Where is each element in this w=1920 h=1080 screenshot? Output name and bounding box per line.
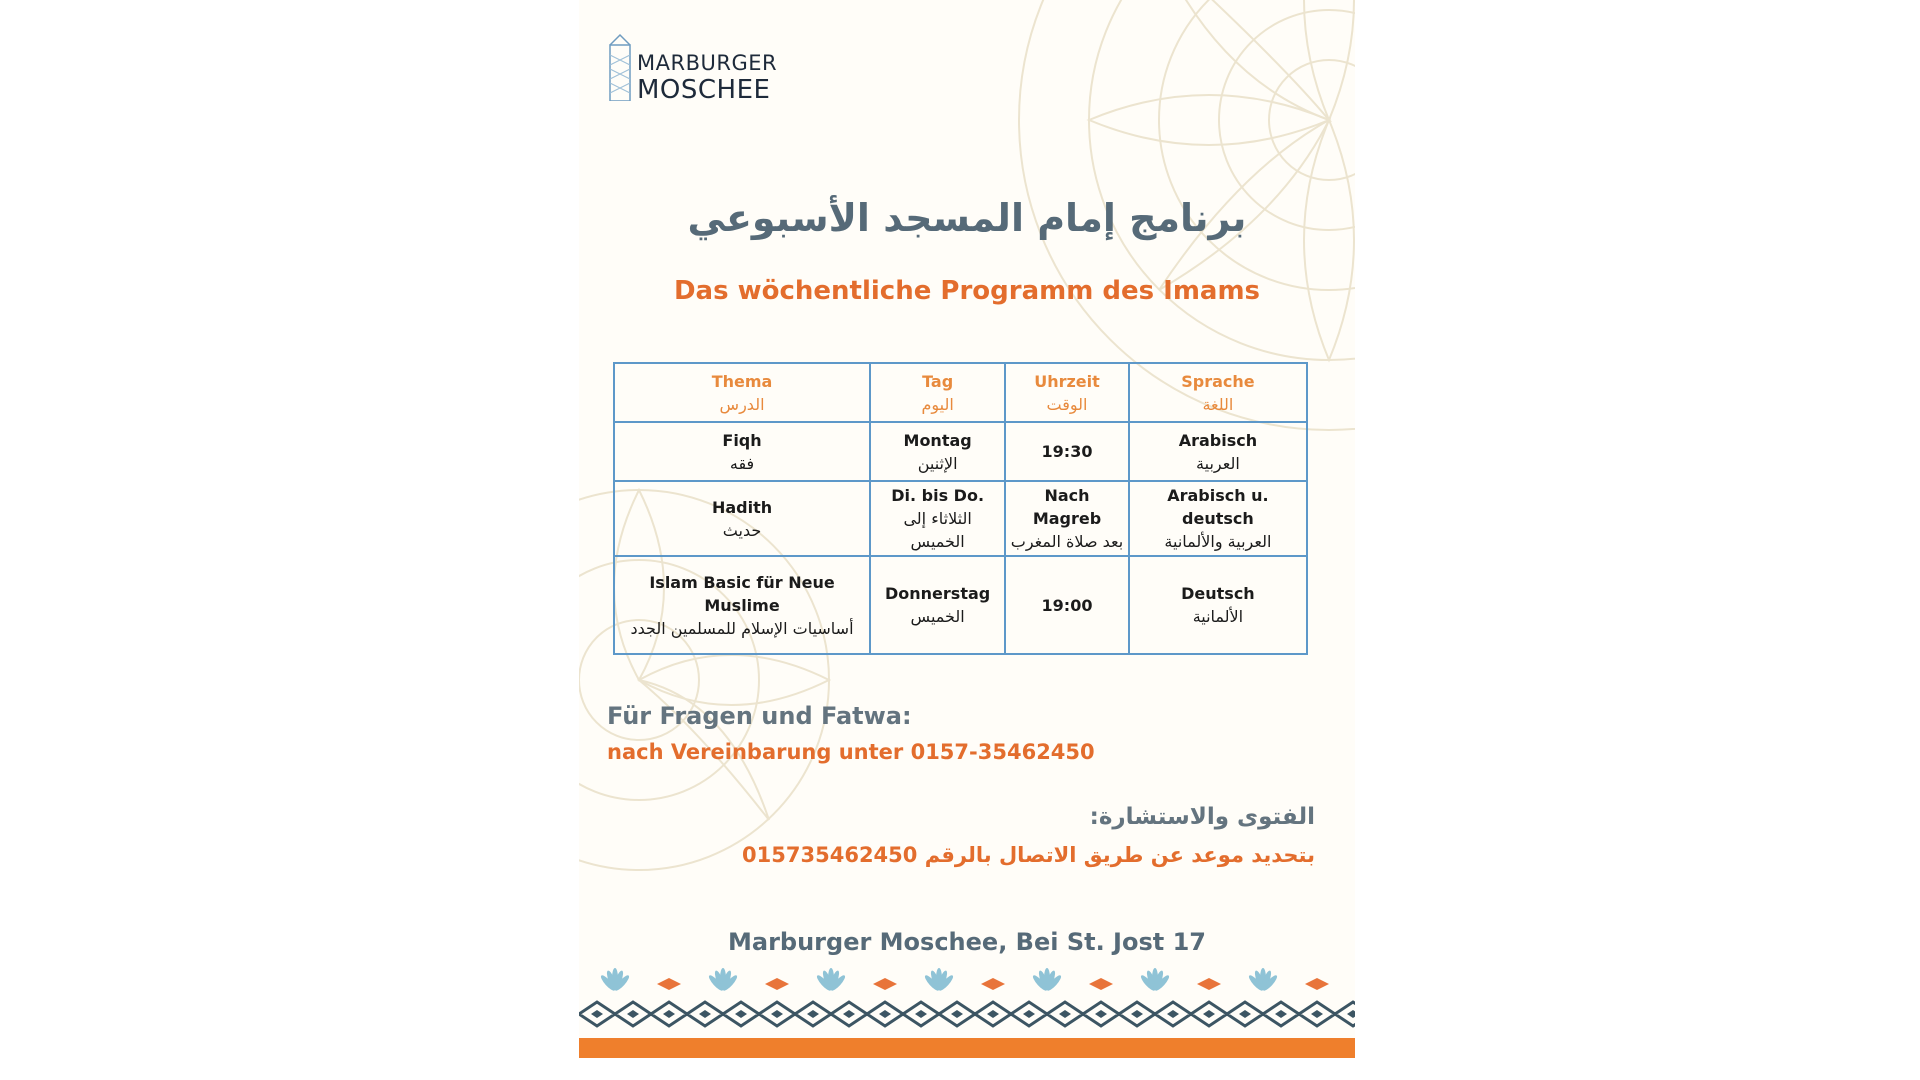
cell-text-ar: بعد صلاة المغرب [1010,532,1124,551]
poster [579,0,1355,1058]
cell-text-ar: الإثنين [917,453,958,473]
cell-text-de: Arabisch u. deutsch [1167,486,1269,528]
logo [607,33,778,105]
cell-uhrzeit [1005,422,1129,481]
logo-line-2: MOSCHEE [637,75,771,105]
cell-text-ar: أساسيات الإسلام للمسلمين الجدد [630,618,854,638]
logo-line-1: MARBURGER [637,51,778,75]
table-row [614,481,1307,556]
cell-tag [870,481,1005,556]
header-sprache-de: Sprache [1181,371,1255,391]
header-sprache-ar: اللغة [1202,394,1234,414]
contact-heading-german: Für Fragen und Fatwa: [607,702,912,730]
schedule-header-row [614,363,1307,422]
contact-text-german: nach Vereinbarung unter 0157-35462450 [607,740,1095,764]
cell-tag [870,422,1005,481]
cell-text-de: Fiqh [722,430,762,450]
header-thema [614,363,870,422]
cell-thema [614,422,870,481]
table-row [614,556,1307,654]
cell-text-ar: فقه [729,453,755,473]
cell-tag [870,556,1005,654]
cell-text-ar: حديث [722,520,762,540]
contact-heading-arabic: الفتوى والاستشارة: [1089,804,1315,830]
cell-thema [614,556,870,654]
cell-sprache [1129,422,1307,481]
cell-text-ar: الألمانية [1192,607,1244,626]
header-uhrzeit-de: Uhrzeit [1034,371,1100,391]
header-uhrzeit-ar: الوقت [1046,394,1088,414]
header-tag [870,363,1005,422]
decorative-footer-border [579,962,1355,1058]
cell-text-ar: العربية والألمانية [1164,532,1272,551]
header-sprache [1129,363,1307,422]
cell-text-de: Donnerstag [885,584,991,603]
cell-text-de: Nach Magreb [1032,486,1102,528]
cell-text-de: Arabisch [1178,430,1258,450]
table-row [614,422,1307,481]
cell-text-ar: الخميس [910,607,965,626]
cell-uhrzeit [1005,481,1129,556]
cell-text-de: 19:30 [1041,442,1093,461]
cell-uhrzeit [1005,556,1129,654]
cell-text-de: Montag [903,430,972,450]
header-thema-de: Thema [711,371,773,391]
cell-text-de: Deutsch [1181,584,1255,603]
cell-text-de: Di. bis Do. [891,486,985,505]
cell-thema [614,481,870,556]
cell-text-de: Hadith [711,497,773,517]
contact-text-arabic: بتحديد موعد عن طريق الاتصال بالرقم 015735462450 [742,843,1315,867]
schedule-table [613,362,1308,655]
cell-text-ar: العربية [1196,453,1240,473]
header-uhrzeit [1005,363,1129,422]
cell-text-ar: الثلاثاء إلى الخميس [903,509,972,551]
minaret-logo-mark [607,33,633,101]
cell-sprache [1129,481,1307,556]
address: Marburger Moschee, Bei St. Jost 17 [728,928,1206,956]
cell-text-de: Islam Basic für Neue Muslime [649,572,835,615]
header-tag-ar: اليوم [921,394,954,414]
cell-text-de: 19:00 [1041,595,1093,615]
header-thema-ar: الدرس [719,394,765,414]
title-german: Das wöchentliche Programm des Imams [673,276,1261,306]
cell-sprache [1129,556,1307,654]
title-arabic: برنامج إمام المسجد الأسبوعي [687,196,1247,240]
header-tag-de: Tag [922,371,954,391]
